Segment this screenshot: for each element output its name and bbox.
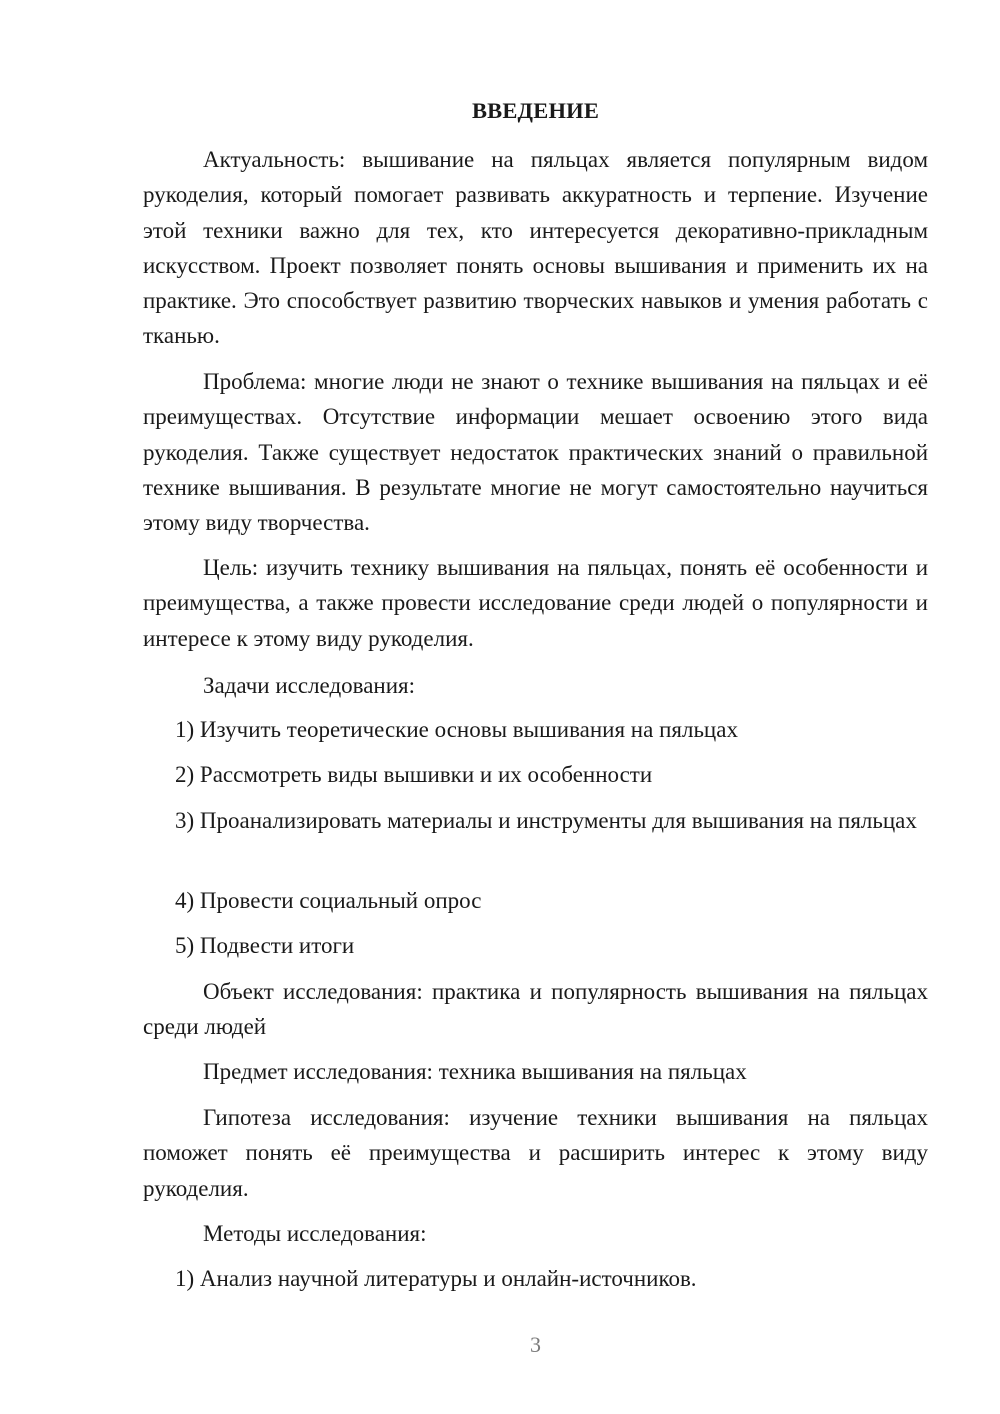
object-paragraph: Объект исследования: практика и популярность вышивания на пяльцах среди людей — [143, 979, 928, 1040]
page-number: 3 — [530, 1332, 541, 1357]
task-item-1: 1) Изучить теоретические основы вышивания на пяльцах — [175, 717, 738, 742]
goal-paragraph: Цель: изучить технику вышивания на пяльцах, понять её особенности и преимущества, а также провести исследование среди людей о популярности и интересе к этому виду рукоделия. — [143, 555, 928, 651]
tasks-heading: Задачи исследования: — [203, 673, 416, 698]
section-heading: ВВЕДЕНИЕ — [471, 98, 600, 123]
relevance-paragraph: Актуальность: вышивание на пяльцах является популярным видом рукоделия, который помогает развивать аккуратность и терпение. Изучение этой техники важно для тех, кто интересуется декоративно-прикладным искусством. Проект позволяет понять основы вышивания и применить их на практике. Это способствует развитию творческих навыков и умения работать с тканью. — [143, 147, 928, 349]
subject-paragraph: Предмет исследования: техника вышивания на пяльцах — [203, 1059, 747, 1084]
task-item-2: 2) Рассмотреть виды вышивки и их особенности — [175, 762, 653, 787]
document-page — [143, 0, 928, 1414]
problem-paragraph: Проблема: многие люди не знают о технике вышивания на пяльцах и её преимуществах. Отсутствие информации мешает освоению этого вида рукоделия. Также существует недостаток практических знаний о правильной технике вышивания. В результате многие не могут самостоятельно научиться этому виду творчества. — [143, 369, 928, 536]
task-item-4: 4) Провести социальный опрос — [175, 888, 482, 913]
task-item-3: 3) Проанализировать материалы и инструменты для вышивания на пяльцах — [175, 808, 917, 833]
task-item-5: 5) Подвести итоги — [175, 933, 355, 958]
hypothesis-paragraph: Гипотеза исследования: изучение техники вышивания на пяльцах поможет понять её преимущества и расширить интерес к этому виду рукоделия. — [143, 1105, 928, 1201]
method-item-1: 1) Анализ научной литературы и онлайн-источников. — [175, 1266, 697, 1291]
methods-heading: Методы исследования: — [203, 1221, 427, 1246]
